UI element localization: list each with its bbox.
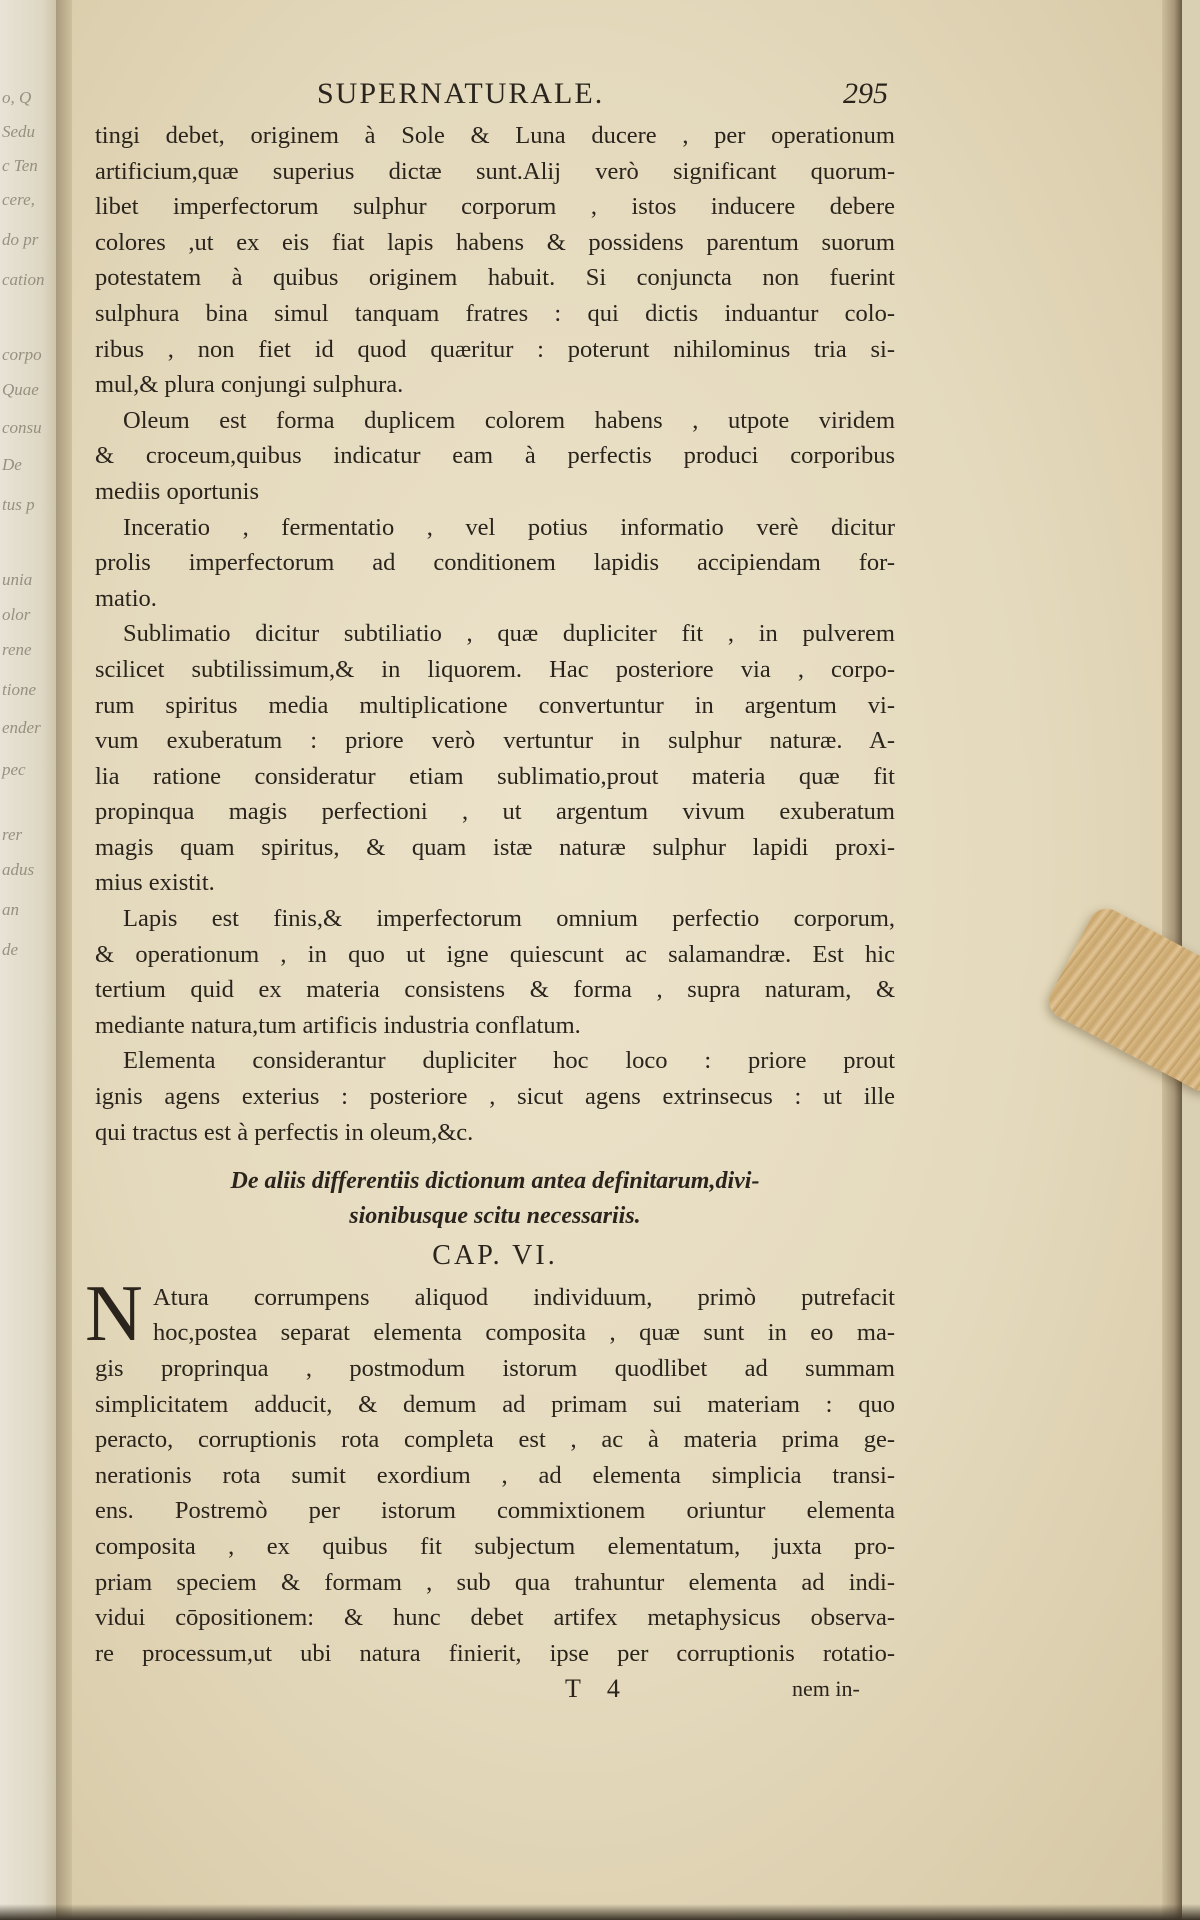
facing-page-fragment: corpo: [2, 345, 42, 364]
paragraph: [95, 616, 895, 901]
text-line: mius existit.: [95, 869, 215, 897]
facing-page-fragment: Quae: [2, 380, 39, 399]
facing-page-fragment: Sedu: [2, 122, 36, 141]
text-line: mul,& plura conjungi sulphura.: [95, 371, 404, 399]
text-line: ribus , non fiet id quod quæritur : poterunt nihilominus tria si-: [95, 335, 895, 363]
facing-page-fragment: adus: [2, 860, 35, 879]
text-line: qui tractus est à perfectis in oleum,&c.: [95, 1118, 474, 1146]
section-heading: [95, 1164, 895, 1234]
text-line: & croceum,quibus indicatur eam à perfectis produci corporibus: [95, 442, 895, 470]
facing-page-fragment: o, Q: [2, 88, 32, 107]
page-text: [85, 74, 895, 1707]
facing-page-fragment: c Ten: [2, 156, 38, 175]
body-paragraphs: [95, 118, 895, 1150]
text-line: re processum,ut ubi natura finierit, ipse per corruptionis rotatio-: [95, 1639, 895, 1667]
text-line: priam speciem & formam , sub qua trahuntur elementa ad indi-: [95, 1568, 895, 1596]
text-line: potestatem à quibus originem habuit. Si conjuncta non fuerint: [95, 264, 895, 292]
facing-page-fragment: De: [2, 455, 22, 474]
text-line: Oleum est forma duplicem colorem habens , utpote viridem: [123, 406, 895, 434]
text-line: libet imperfectorum sulphur corporum , istos inducere debere: [95, 193, 895, 221]
page-header: [95, 74, 895, 118]
text-line: sulphura bina simul tanquam fratres : qui dictis induantur colo-: [95, 299, 895, 327]
facing-page-fragment: rene: [2, 640, 32, 659]
text-line: scilicet subtilissimum,& in liquorem. Hac posteriore via , corpo-: [95, 655, 895, 683]
text-line: ignis agens exterius : posteriore , sicut agens extrinsecus : ut ille: [95, 1083, 895, 1111]
paragraph: [95, 1043, 895, 1150]
page-number: 295: [843, 77, 888, 110]
signature-mark: T 4: [565, 1674, 630, 1704]
facing-page-fragment: pec: [2, 760, 26, 779]
text-line: vidui cōpositionem: & hunc debet artifex metaphysicus observa-: [95, 1604, 895, 1632]
facing-page-fragment: ender: [2, 718, 41, 737]
paragraph: [95, 403, 895, 510]
text-line: peracto, corruptionis rota completa est , ac à materia prima ge-: [95, 1426, 895, 1454]
facing-page-fragment: tus p: [2, 495, 35, 514]
text-line: matio.: [95, 584, 157, 612]
text-line: & operationum , in quo ut igne quiescunt ac salamandræ. Est hic: [95, 940, 895, 968]
paragraph: [95, 118, 895, 403]
text-line: Elementa considerantur dupliciter hoc loco : priore prout: [123, 1047, 895, 1075]
text-line: Inceratio , fermentatio , vel potius informatio verè dicitur: [123, 513, 895, 541]
text-line: tingi debet, originem à Sole & Luna ducere , per operationum: [95, 122, 895, 149]
text-line: colores ,ut ex eis fiat lapis habens & possidens parentum suorum: [95, 228, 895, 256]
facing-page-fragment: consu: [2, 418, 42, 437]
text-line: ens. Postremò per istorum commixtionem oriuntur elementa: [95, 1497, 895, 1525]
text-line: tertium quid ex materia consistens & forma , supra naturam, &: [95, 976, 895, 1004]
section-heading-line: sionibusque scitu necessariis.: [349, 1203, 641, 1230]
facing-page-fragment: an: [2, 900, 19, 919]
chapter-text: [85, 1269, 895, 1672]
text-line: vum exuberatum : priore verò vertuntur in sulphur naturæ. A-: [95, 727, 895, 755]
facing-page-fragment: tione: [2, 680, 36, 699]
section-heading-line: De aliis differentiis dictionum antea definitarum,divi-: [230, 1168, 760, 1195]
drop-cap: N: [85, 1269, 143, 1358]
facing-page-fragment: do pr: [2, 230, 39, 249]
text-line: hoc,postea separat elementa composita , quæ sunt in eo ma-: [153, 1319, 895, 1347]
chapter-heading: CAP. VI.: [432, 1240, 558, 1272]
text-line: mediis oportunis: [95, 477, 260, 505]
text-line: nerationis rota sumit exordium , ad elementa simplicia transi-: [95, 1461, 895, 1489]
bottom-shadow: [0, 1904, 1200, 1920]
facing-page-fragment: de: [2, 940, 19, 959]
facing-page-fragment: cation: [2, 270, 45, 289]
running-head: SUPERNATURALE.: [317, 77, 605, 110]
text-line: propinqua magis perfectioni , ut argentum vivum exuberatum: [95, 798, 895, 826]
paragraph: [95, 510, 895, 617]
text-line: Lapis est finis,& imperfectorum omnium perfectio corporum,: [123, 905, 895, 933]
text-line: gis proprinqua , postmodum istorum quodlibet ad summam: [95, 1355, 895, 1382]
text-line: composita , ex quibus fit subjectum elementatum, juxta pro-: [95, 1532, 895, 1560]
text-line: simplicitatem adducit, & demum ad primam sui materiam : quo: [95, 1390, 895, 1418]
paragraph: [95, 901, 895, 1043]
facing-page-fragment: unia: [2, 570, 33, 589]
facing-page-fragment: rer: [2, 825, 23, 844]
page-footer: [95, 1671, 895, 1707]
text-line: Atura corrumpens aliquod individuum, primò putrefacit: [153, 1283, 895, 1311]
text-line: magis quam spiritus, & quam istæ naturæ sulphur lapidi proxi-: [95, 833, 895, 861]
text-line: Sublimatio dicitur subtiliatio , quæ dupliciter fit , in pulverem: [123, 620, 895, 648]
facing-page-fragment: olor: [2, 605, 31, 624]
catchword: nem in-: [792, 1676, 860, 1702]
text-line: mediante natura,tum artificis industria conflatum.: [95, 1011, 581, 1039]
text-line: rum spiritus media multiplicatione convertuntur in argentum vi-: [95, 691, 895, 719]
text-line: prolis imperfectorum ad conditionem lapidis accipiendam for-: [95, 549, 895, 577]
text-line: lia ratione consideratur etiam sublimatio,prout materia quæ fit: [95, 762, 895, 790]
facing-page-fragment: cere,: [2, 190, 35, 209]
text-line: artificium,quæ superius dictæ sunt.Alij verò significant quorum-: [95, 157, 895, 185]
